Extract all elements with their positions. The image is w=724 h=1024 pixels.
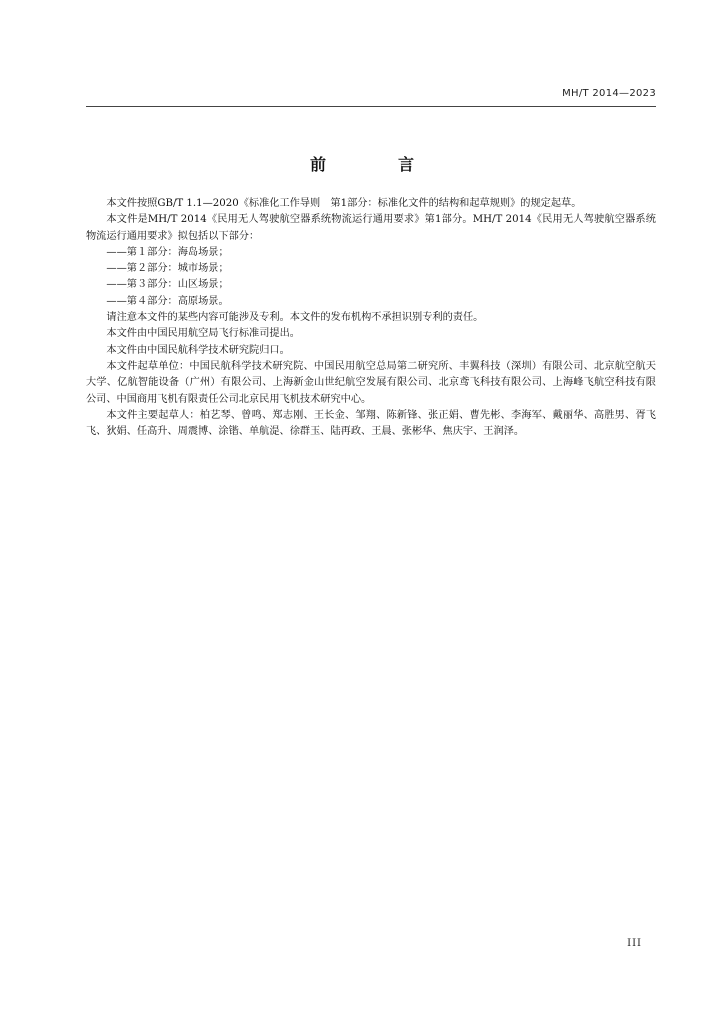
paragraph-series-intro: 本文件是MH/T 2014《民用无人驾驶航空器系统物流运行通用要求》第1部分。MH/T 2014《民用无人驾驶航空器系统物流运行通用要求》拟包括以下部分： [86, 214, 656, 242]
paragraph-drafting-rule: 本文件按照GB/T 1.1—2020《标准化工作导则 第1部分：标准化文件的结构和起草规则》的规定起草。 [106, 198, 582, 209]
document-body [86, 196, 656, 440]
page-title: 前 言 [309, 155, 442, 174]
list-item-part-3: ——第３部分：山区场景； [106, 279, 229, 291]
paragraph-patent-notice: 请注意本文件的某些内容可能涉及专利。本文件的发布机构不承担识别专利的责任。 [106, 312, 484, 324]
header-rule [86, 106, 656, 107]
paragraph-drafting-organizations: 本文件起草单位：中国民航科学技术研究院、中国民用航空总局第二研究所、丰翼科技（深圳）有限公司、北京航空航天大学、亿航智能设备（广州）有限公司、上海新金山世纪航空发展有限公司、北京鸢飞科技有限公司、上海峰飞航空科技有限公司、中国商用飞机有限责任公司北京民用飞机技术研究中心。 [86, 360, 656, 405]
standard-number: MH/T 2014—2023 [562, 88, 656, 99]
list-item-part-1: ——第１部分：海岛场景； [106, 246, 229, 258]
paragraph-administrator: 本文件由中国民航科学技术研究院归口。 [106, 344, 290, 356]
list-item-part-2: ——第２部分：城市场景； [106, 263, 229, 275]
paragraph-drafters: 本文件主要起草人：柏艺琴、曾鸣、郑志刚、王长金、邹翔、陈新锋、张正娟、曹先彬、李海军、戴丽华、高胜男、胥飞飞、狄娟、任高升、周震博、涂锴、单航湜、徐群玉、陆再政、王晨、张彬华、焦庆宇、王润泽。 [86, 409, 656, 438]
list-item-part-4: ——第４部分：高原场景。 [106, 295, 229, 307]
page-number: III [627, 938, 642, 949]
paragraph-proposer: 本文件由中国民用航空局飞行标准司提出。 [106, 328, 300, 340]
